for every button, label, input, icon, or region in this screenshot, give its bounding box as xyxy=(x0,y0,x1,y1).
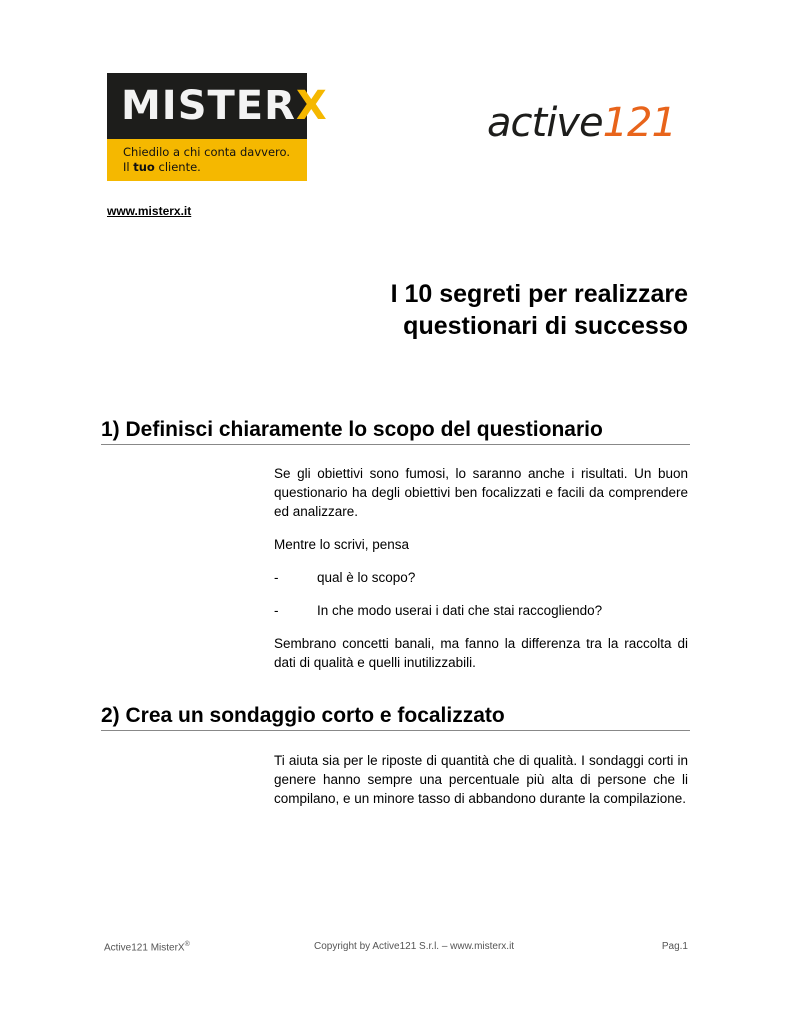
section-heading-2: 2) Crea un sondaggio corto e focalizzato xyxy=(101,704,690,731)
misterx-logo xyxy=(107,73,328,181)
section-1-paragraph: Se gli obiettivi sono fumosi, lo saranno anche i risultati. Un buon questionario ha degli obiettivi ben focalizzati e facili da comprendere ed analizzare. xyxy=(274,466,688,519)
footer-copyright: Copyright by Active121 S.r.l. – www.misterx.it xyxy=(314,941,515,952)
misterx-tagline: Chiedilo a chi conta davvero. Il tuo cliente. xyxy=(123,145,290,174)
section-2-paragraph: Ti aiuta sia per le riposte di quantità che di qualità. I sondaggi corti in genere hanno sempre una percentuale più alta di persone che li compilano, e un minore tasso di abbandono durante la compilazione. xyxy=(274,753,688,806)
document-title: I 10 segreti per realizzare questionari di successo xyxy=(390,280,688,340)
misterx-logo-wordmark: MISTERX xyxy=(121,83,328,129)
list-item: - In che modo userai i dati che stai raccogliendo? xyxy=(274,603,603,618)
section-body-2 xyxy=(274,751,688,822)
section-1-paragraph: Sembrano concetti banali, ma fanno la differenza tra la raccolta di dati di qualità e quelli inutilizzabili. xyxy=(274,636,688,670)
section-body-1 xyxy=(274,464,688,686)
section-1-paragraph: Mentre lo scrivi, pensa xyxy=(274,537,410,552)
footer-page-number: Pag.1 xyxy=(661,941,688,952)
active121-logo: active121 xyxy=(487,100,676,146)
list-item: - qual è lo scopo? xyxy=(274,570,416,585)
section-heading-1: 1) Definisci chiaramente lo scopo del questionario xyxy=(101,418,690,445)
footer-left: Active121 MisterX® xyxy=(104,941,190,954)
site-link[interactable]: www.misterx.it xyxy=(107,204,192,218)
